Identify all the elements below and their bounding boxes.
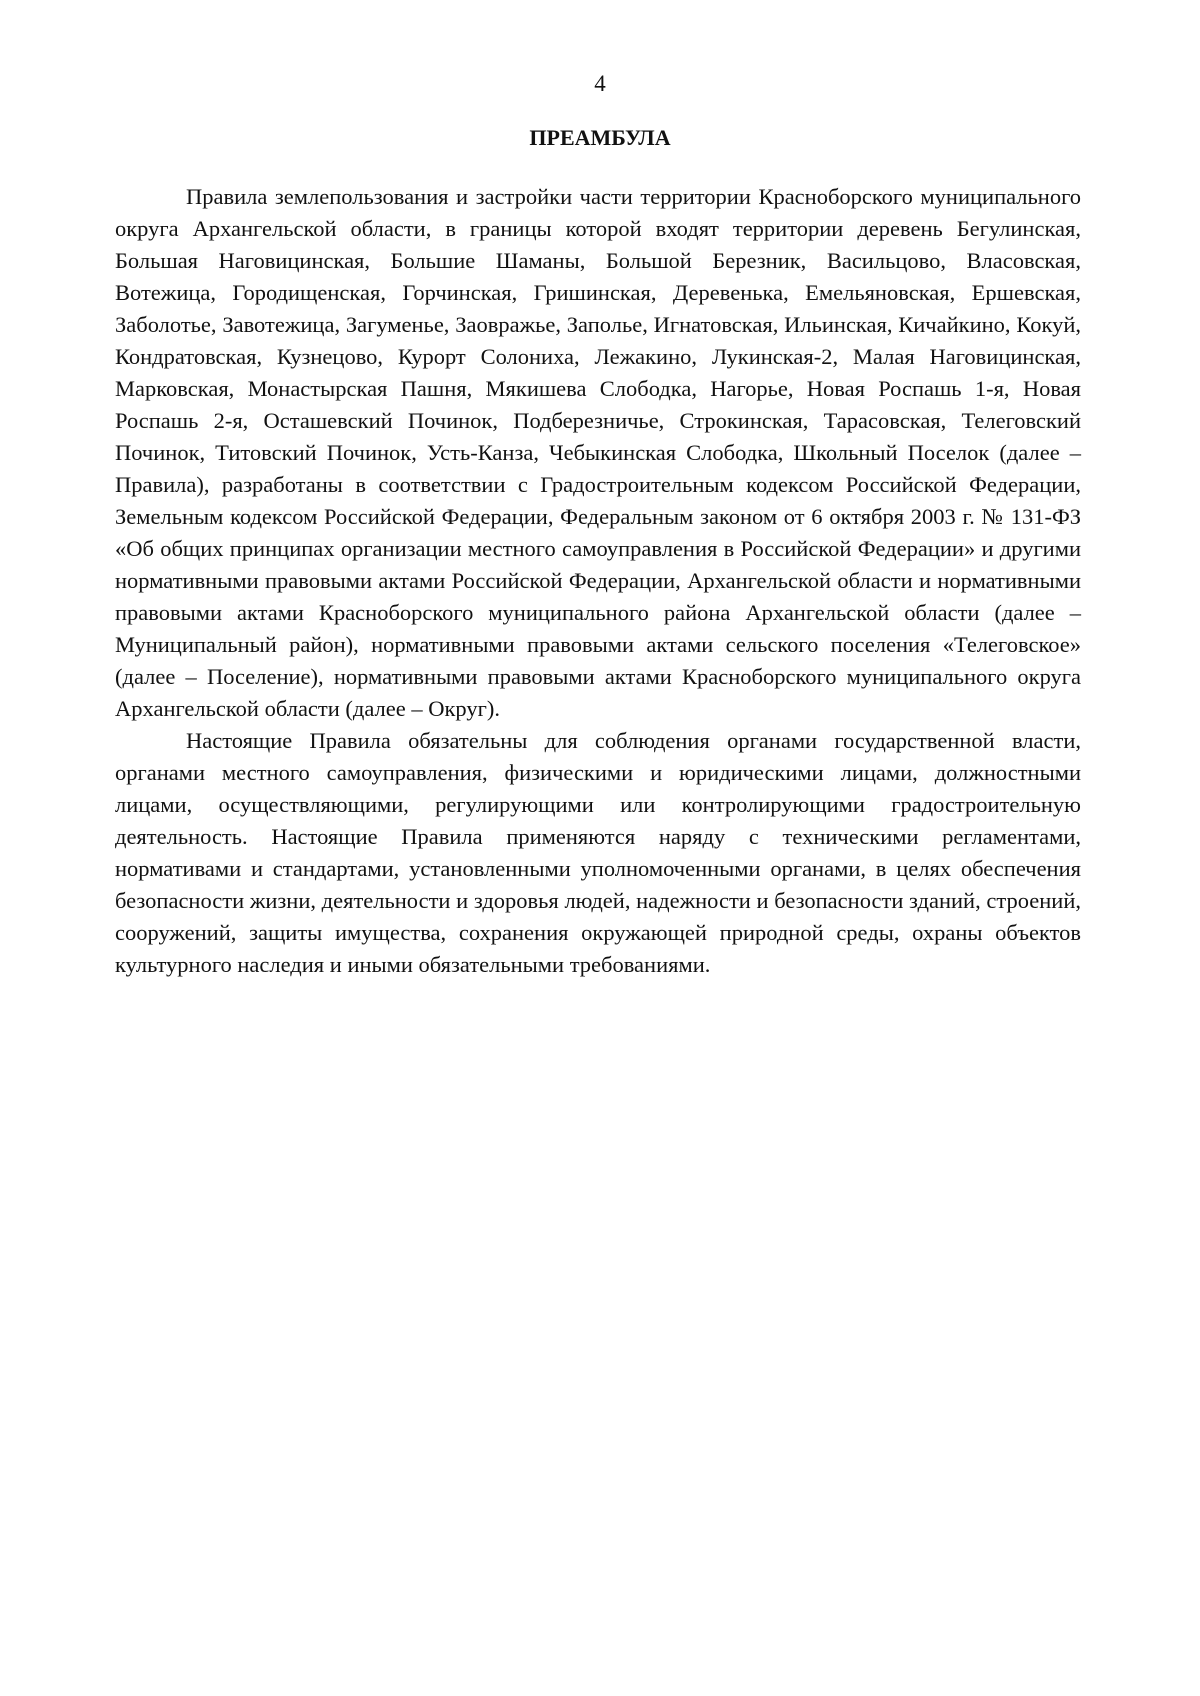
paragraph-preamble-obligation: Настоящие Правила обязательны для соблюдения органами государственной власти, органами местного самоуправления, физическими и юридическими лицами, должностными лицами, осуществляющими, регулирующими или контролирующими градостроительную деятельность. Настоящие Правила применяются наряду с техническими регламентами, нормативами и стандартами, установленными уполномоченными органами, в целях обеспечения безопасности жизни, деятельности и здоровья людей, надежности и безопасности зданий, строений, сооружений, защиты имущества, сохранения окружающей природной среды, охраны объектов культурного наследия и иными обязательными требованиями. bbox=[115, 728, 1081, 977]
page-number: 4 bbox=[594, 71, 606, 96]
paragraph-preamble-scope: Правила землепользования и застройки части территории Красноборского муниципального округа Архангельской области, в границы которой входят территории деревень Бегулинская, Большая Наговицинская, Большие Шаманы, Большой Березник, Васильцово, Власовская, Вотежица, Городищенская, Горчинская, Гришинская, Деревенька, Емельяновская, Ершевская, Заболотье, Завотежица, Загуменье, Заовражье, Заполье, Игнатовская, Ильинская, Кичайкино, Кокуй, Кондратовская, Кузнецово, Курорт Солониха, Лежакино, Лукинская-2, Малая Наговицинская, Марковская, Монастырская Пашня, Мякишева Слободка, Нагорье, Новая Роспашь 1-я, Новая Роспашь 2-я, Осташевский Починок, Подберезничье, Строкинская, Тарасовская, Телеговский Починок, Титовский Починок, Усть-Канза, Чебыкинская Слободка, Школьный Поселок (далее – Правила), разработаны в соответствии с Градостроительным кодексом Российской Федерации, Земельным кодексом Российской Федерации, Федеральным законом от 6 октября 2003 г. № 131-ФЗ «Об общих принципах организации местного самоуправления в Российской Федерации» и другими нормативными правовыми актами Российской Федерации, Архангельской области и нормативными правовыми актами Красноборского муниципального района Архангельской области (далее – Муниципальный район), нормативными правовыми актами сельского поселения «Телеговское» (далее – Поселение), нормативными правовыми актами Красноборского муниципального округа Архангельской области (далее – Округ). bbox=[115, 184, 1081, 721]
document-body bbox=[115, 181, 1081, 981]
section-heading: ПРЕАМБУЛА bbox=[529, 125, 671, 150]
